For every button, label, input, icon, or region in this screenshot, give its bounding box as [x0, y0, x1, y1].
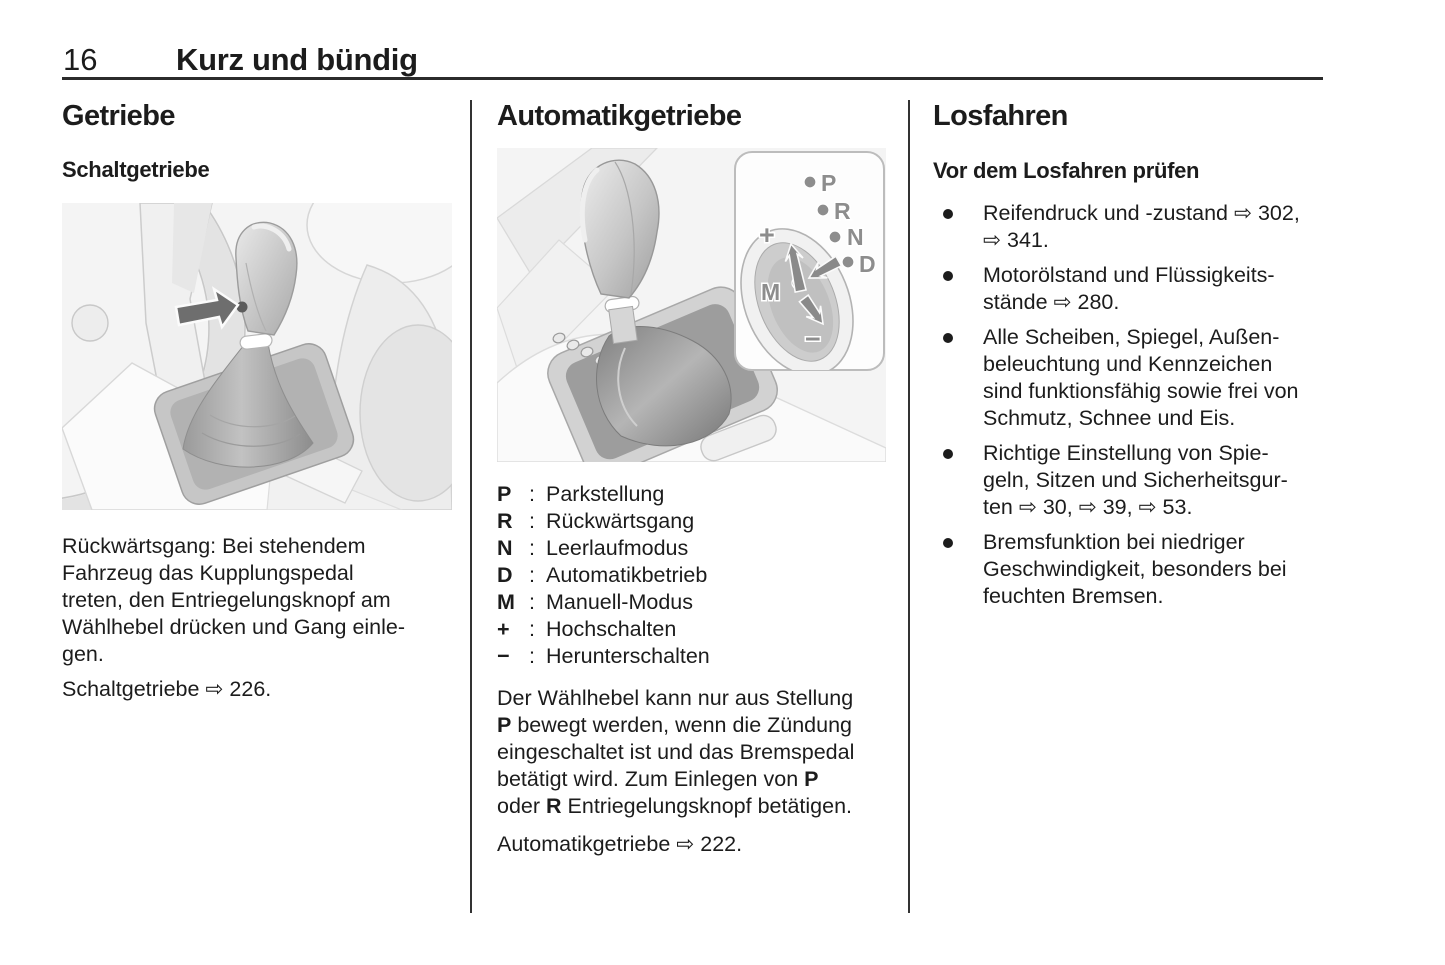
gate-label-minus: −	[805, 324, 821, 354]
legend-row: R : Rückwärtsgang	[497, 509, 695, 533]
chapter-title: Kurz und bündig	[176, 42, 418, 77]
header-rule	[62, 77, 1323, 80]
column-divider	[908, 100, 910, 913]
gate-label-n: N	[847, 224, 864, 250]
gate-label-d: D	[859, 251, 876, 277]
checklist-item: Alle Scheiben, Spiegel, Außen- beleuchtung und Kennzeichen sind funktionsfähig sowie frei von Schmutz, Schnee und Eis.	[933, 324, 1385, 432]
checklist-item: Motorölstand und Flüssigkeits- stände ⇨ 280.	[933, 262, 1385, 316]
gear-position-legend	[497, 481, 710, 670]
page-number: 16	[63, 42, 98, 77]
pre-drive-checklist	[933, 200, 1385, 618]
bullet-icon	[943, 209, 953, 219]
bullet-icon	[943, 333, 953, 343]
bullet-icon	[943, 271, 953, 281]
subheading-schaltgetriebe: Schaltgetriebe	[62, 157, 210, 182]
bullet-icon	[943, 449, 953, 459]
checklist-item: Reifendruck und -zustand ⇨ 302, ⇨ 341.	[933, 200, 1385, 254]
gate-label-r: R	[834, 198, 851, 224]
release-button	[237, 302, 248, 313]
section-heading-losfahren: Losfahren	[933, 100, 1068, 132]
automatic-gearshift-figure	[497, 148, 886, 462]
shift-gate-inset	[720, 152, 884, 392]
manual-paragraph: Rückwärtsgang: Bei stehendem Fahrzeug das Kupplungspedal treten, den Entriegelungsknopf am Wählhebel drücken und Gang einle- gen.	[62, 534, 406, 666]
auto-paragraph: Der Wählhebel kann nur aus Stellung P bewegt werden, wenn die Zündung eingeschaltet ist und das Bremspedal betätigt wird. Zum Einlegen von P oder R Entriegelungsknopf betätigen.	[497, 686, 855, 818]
subheading-vor-dem-losfahren: Vor dem Losfahren prüfen	[933, 158, 1200, 183]
section-heading-getriebe: Getriebe	[62, 100, 175, 132]
manual-reference: Schaltgetriebe ⇨ 226.	[62, 677, 272, 701]
legend-row: D : Automatikbetrieb	[497, 563, 708, 587]
column-divider	[470, 100, 472, 913]
bullet-icon	[943, 538, 953, 548]
gate-label-m: M	[761, 279, 781, 305]
legend-row: M : Manuell-Modus	[497, 590, 693, 614]
gate-label-plus: +	[759, 220, 775, 250]
legend-row: P : Parkstellung	[497, 482, 665, 506]
checklist-item: Richtige Einstellung von Spie- geln, Sitzen und Sicherheitsgur- ten ⇨ 30, ⇨ 39, ⇨ 53.	[933, 440, 1385, 521]
legend-row: − : Herunterschalten	[497, 644, 710, 668]
legend-row: + : Hochschalten	[497, 617, 677, 641]
auto-reference: Automatikgetriebe ⇨ 222.	[497, 832, 743, 856]
section-heading-automatikgetriebe: Automatikgetriebe	[497, 100, 742, 132]
checklist-item: Bremsfunktion bei niedriger Geschwindigkeit, besonders bei feuchten Bremsen.	[933, 529, 1385, 610]
manual-gearshift-figure	[62, 203, 452, 510]
gate-label-p: P	[821, 170, 837, 196]
legend-row: N : Leerlaufmodus	[497, 536, 689, 560]
